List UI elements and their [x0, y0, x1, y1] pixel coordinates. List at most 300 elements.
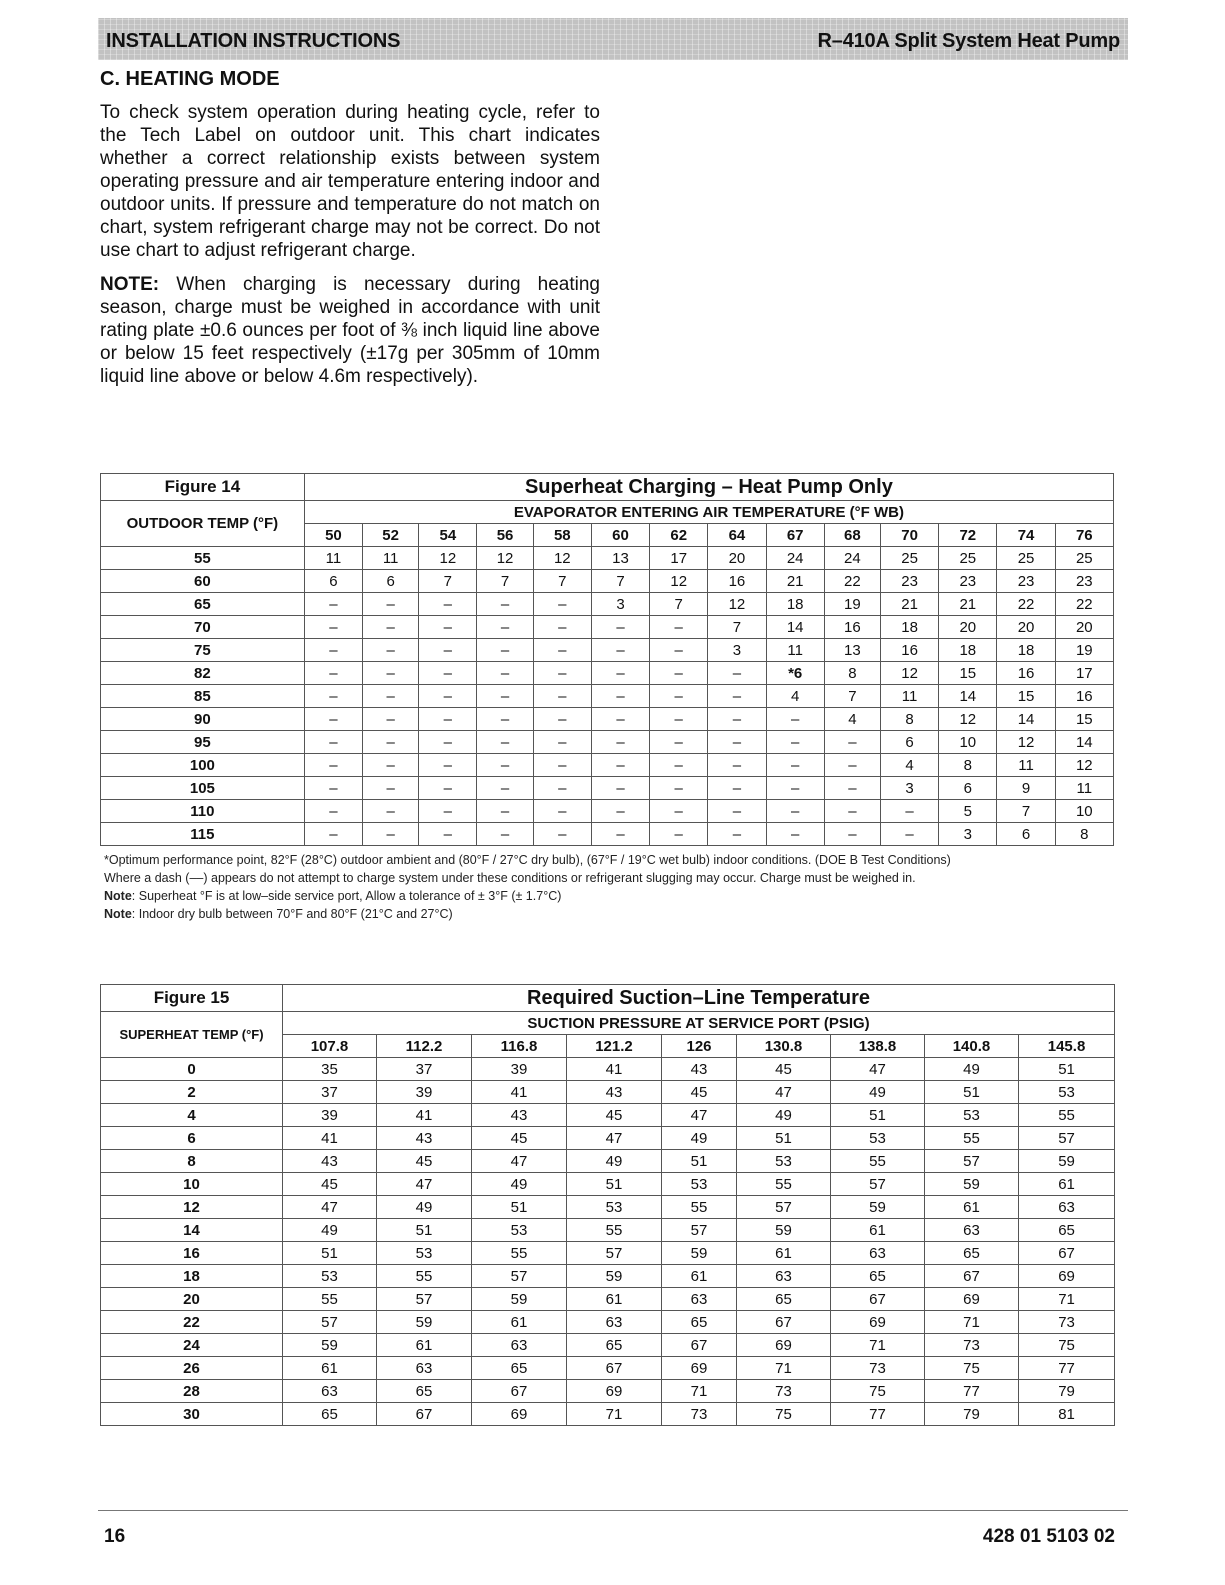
- table-cell: 61: [737, 1242, 831, 1265]
- table-cell: –: [363, 800, 419, 823]
- table-cell: 59: [831, 1196, 925, 1219]
- table-cell: –: [650, 662, 708, 685]
- table-row: [101, 1242, 1115, 1265]
- table-cell: 22: [1055, 593, 1113, 616]
- table-cell: 8: [824, 662, 880, 685]
- table-row: [101, 1081, 1115, 1104]
- row-header: 110: [101, 800, 305, 823]
- table-cell: 18: [766, 593, 824, 616]
- table-cell: 73: [1019, 1311, 1115, 1334]
- table-cell: 39: [283, 1104, 377, 1127]
- table-cell: 57: [737, 1196, 831, 1219]
- table-cell: –: [533, 777, 591, 800]
- table-cell: –: [363, 823, 419, 846]
- table-cell: 16: [997, 662, 1055, 685]
- table-row: [101, 1127, 1115, 1150]
- column-header: 107.8: [283, 1035, 377, 1058]
- table-row: [101, 823, 1114, 846]
- row-header: 28: [101, 1380, 283, 1403]
- table-cell: –: [533, 616, 591, 639]
- table-cell: 37: [377, 1058, 472, 1081]
- row-header: 6: [101, 1127, 283, 1150]
- note-text: : Indoor dry bulb between 70°F and 80°F (21°C and 27°C): [131, 907, 453, 921]
- table-cell: 35: [283, 1058, 377, 1081]
- table-cell: –: [880, 823, 938, 846]
- table-cell: –: [477, 823, 533, 846]
- row-header: 22: [101, 1311, 283, 1334]
- table-cell: 61: [925, 1196, 1019, 1219]
- table-cell: –: [477, 754, 533, 777]
- row-header: 24: [101, 1334, 283, 1357]
- table-cell: –: [708, 708, 766, 731]
- column-header: 74: [997, 524, 1055, 547]
- table-cell: 51: [567, 1173, 662, 1196]
- table-cell: 39: [472, 1058, 567, 1081]
- table-cell: 65: [567, 1334, 662, 1357]
- table-cell: 4: [824, 708, 880, 731]
- table-cell: 65: [1019, 1219, 1115, 1242]
- table-cell: 18: [939, 639, 997, 662]
- row-header: 55: [101, 547, 305, 570]
- table-cell: 45: [283, 1173, 377, 1196]
- table-cell: 19: [1055, 639, 1113, 662]
- table-cell: 57: [567, 1242, 662, 1265]
- table-cell: 51: [377, 1219, 472, 1242]
- table-cell: 17: [650, 547, 708, 570]
- table-cell: 24: [824, 547, 880, 570]
- table-cell: –: [477, 708, 533, 731]
- table-cell: 4: [880, 754, 938, 777]
- table-cell: 69: [1019, 1265, 1115, 1288]
- table-cell: 71: [1019, 1288, 1115, 1311]
- table-cell: –: [766, 754, 824, 777]
- table-cell: 10: [939, 731, 997, 754]
- table-cell: –: [708, 754, 766, 777]
- table-cell: –: [419, 800, 477, 823]
- table-cell: 20: [997, 616, 1055, 639]
- table-cell: 63: [567, 1311, 662, 1334]
- table-cell: –: [650, 616, 708, 639]
- table-cell: 47: [737, 1081, 831, 1104]
- column-header: 50: [304, 524, 362, 547]
- table-cell: 3: [939, 823, 997, 846]
- table-cell: 18: [997, 639, 1055, 662]
- table-row: [101, 1196, 1115, 1219]
- table-cell: 59: [283, 1334, 377, 1357]
- table-cell: –: [591, 662, 649, 685]
- table-cell: –: [591, 731, 649, 754]
- table-cell: 23: [997, 570, 1055, 593]
- table-cell: 13: [824, 639, 880, 662]
- table-cell: 24: [766, 547, 824, 570]
- table-cell: 63: [1019, 1196, 1115, 1219]
- evaporator-temp-subtitle: EVAPORATOR ENTERING AIR TEMPERATURE (°F WB): [304, 501, 1113, 524]
- table-cell: 6: [363, 570, 419, 593]
- table-cell: 4: [766, 685, 824, 708]
- row-header: 95: [101, 731, 305, 754]
- table-cell: 53: [283, 1265, 377, 1288]
- row-header: 0: [101, 1058, 283, 1081]
- table-cell: –: [650, 731, 708, 754]
- section-title: C. HEATING MODE: [100, 68, 280, 90]
- table-cell: 71: [831, 1334, 925, 1357]
- table-cell: –: [363, 777, 419, 800]
- table-cell: 69: [662, 1357, 737, 1380]
- table-cell: –: [477, 685, 533, 708]
- table-cell: 8: [880, 708, 938, 731]
- table-cell: 73: [831, 1357, 925, 1380]
- table-cell: 55: [283, 1288, 377, 1311]
- table-cell: 65: [737, 1288, 831, 1311]
- table-cell: 53: [1019, 1081, 1115, 1104]
- table-cell: 57: [377, 1288, 472, 1311]
- table-cell: –: [533, 662, 591, 685]
- table-cell: –: [477, 800, 533, 823]
- table-cell: –: [477, 777, 533, 800]
- table-cell: 47: [567, 1127, 662, 1150]
- table-cell: –: [766, 708, 824, 731]
- row-header: 115: [101, 823, 305, 846]
- header-left-title: INSTALLATION INSTRUCTIONS: [106, 29, 401, 52]
- table-cell: –: [533, 708, 591, 731]
- table-cell: 20: [1055, 616, 1113, 639]
- table-cell: –: [304, 662, 362, 685]
- table-cell: 23: [939, 570, 997, 593]
- table-cell: 73: [737, 1380, 831, 1403]
- table-cell: –: [708, 685, 766, 708]
- table-cell: 79: [925, 1403, 1019, 1426]
- table-cell: –: [419, 662, 477, 685]
- table-cell: 41: [377, 1104, 472, 1127]
- table-cell: 51: [831, 1104, 925, 1127]
- row-header: 4: [101, 1104, 283, 1127]
- table-cell: 15: [939, 662, 997, 685]
- table-row: [101, 1265, 1115, 1288]
- intro-paragraph: To check system operation during heating cycle, refer to the Tech Label on outdoor unit. This chart indicates whether a correct relationship exists between system operating pressure and air temperature entering indoor and outdoor units. If pressure and temperature do not match on chart, system refrigerant charge may not be correct. Do not use chart to adjust refrigerant charge.: [100, 102, 600, 261]
- table-cell: 55: [925, 1127, 1019, 1150]
- table-cell: 65: [377, 1380, 472, 1403]
- table-cell: 11: [997, 754, 1055, 777]
- table-row: [101, 800, 1114, 823]
- note-label: NOTE:: [100, 274, 160, 295]
- table-cell: 25: [939, 547, 997, 570]
- table-cell: 15: [997, 685, 1055, 708]
- table-cell: –: [419, 593, 477, 616]
- table-cell: 59: [662, 1242, 737, 1265]
- table-cell: 61: [662, 1265, 737, 1288]
- suction-pressure-subtitle: SUCTION PRESSURE AT SERVICE PORT (PSIG): [283, 1012, 1115, 1035]
- table-cell: 47: [662, 1104, 737, 1127]
- table-row: [101, 1058, 1115, 1081]
- table-cell: 71: [925, 1311, 1019, 1334]
- table-cell: 7: [591, 570, 649, 593]
- table-cell: 55: [472, 1242, 567, 1265]
- table-cell: –: [304, 616, 362, 639]
- table-cell: 59: [1019, 1150, 1115, 1173]
- table-cell: 49: [831, 1081, 925, 1104]
- row-header: 10: [101, 1173, 283, 1196]
- table-cell: 47: [377, 1173, 472, 1196]
- table-cell: –: [708, 777, 766, 800]
- table-cell: –: [304, 685, 362, 708]
- table-cell: –: [708, 800, 766, 823]
- table-cell: –: [419, 754, 477, 777]
- note-text: When charging is necessary during heating season, charge must be weighed in accordance with unit rating plate ±0.6 ounces per foot of ⅜ inch liquid line above or below 15 feet respectively (±17g per 305mm of 10mm liquid line above or below 4.6m respectively).: [100, 274, 600, 387]
- row-header: 100: [101, 754, 305, 777]
- table-cell: 61: [283, 1357, 377, 1380]
- column-header: 112.2: [377, 1035, 472, 1058]
- table-cell: 57: [283, 1311, 377, 1334]
- table-cell: –: [363, 685, 419, 708]
- table-cell: 7: [419, 570, 477, 593]
- table-cell: –: [533, 639, 591, 662]
- table-cell: 61: [472, 1311, 567, 1334]
- header-right-title: R–410A Split System Heat Pump: [817, 29, 1120, 52]
- table-cell: –: [591, 616, 649, 639]
- table-cell: 41: [567, 1058, 662, 1081]
- table-cell: 43: [283, 1150, 377, 1173]
- dry-bulb-note: [104, 905, 951, 923]
- table-cell: –: [304, 800, 362, 823]
- table-cell: 43: [377, 1127, 472, 1150]
- figure-14-label: Figure 14: [101, 474, 305, 501]
- table-cell: 69: [737, 1334, 831, 1357]
- table-row: [101, 616, 1114, 639]
- table-cell: –: [708, 823, 766, 846]
- table-cell: 20: [939, 616, 997, 639]
- table-cell: –: [304, 639, 362, 662]
- table-cell: 59: [472, 1288, 567, 1311]
- table-cell: –: [533, 823, 591, 846]
- table-cell: 63: [925, 1219, 1019, 1242]
- table-cell: 49: [662, 1127, 737, 1150]
- table-cell: –: [591, 823, 649, 846]
- table-cell: –: [650, 800, 708, 823]
- table-cell: 7: [997, 800, 1055, 823]
- table-row: [101, 1173, 1115, 1196]
- page-header-bar: [98, 18, 1128, 60]
- table-cell: 21: [939, 593, 997, 616]
- table-cell: –: [363, 662, 419, 685]
- table-cell: 39: [377, 1081, 472, 1104]
- table-cell: 75: [1019, 1334, 1115, 1357]
- table-cell: 77: [925, 1380, 1019, 1403]
- row-header: 75: [101, 639, 305, 662]
- table-cell: 7: [650, 593, 708, 616]
- table-row: [101, 708, 1114, 731]
- table-cell: 41: [472, 1081, 567, 1104]
- table-cell: –: [650, 639, 708, 662]
- table-cell: 53: [472, 1219, 567, 1242]
- table-cell: 21: [880, 593, 938, 616]
- table-cell: 55: [567, 1219, 662, 1242]
- table-cell: 23: [880, 570, 938, 593]
- table-cell: 12: [1055, 754, 1113, 777]
- table-cell: 55: [831, 1150, 925, 1173]
- table-cell: 14: [939, 685, 997, 708]
- table-cell: –: [591, 685, 649, 708]
- table-cell: 5: [939, 800, 997, 823]
- row-header: 8: [101, 1150, 283, 1173]
- table-row: [101, 1403, 1115, 1426]
- column-header: 60: [591, 524, 649, 547]
- table-cell: 12: [419, 547, 477, 570]
- table-cell: 20: [708, 547, 766, 570]
- row-header: 90: [101, 708, 305, 731]
- row-header: 60: [101, 570, 305, 593]
- table-cell: 63: [283, 1380, 377, 1403]
- table-cell: 47: [283, 1196, 377, 1219]
- table-row: [101, 547, 1114, 570]
- table-cell: 12: [939, 708, 997, 731]
- row-header: 70: [101, 616, 305, 639]
- table-cell: –: [650, 708, 708, 731]
- figure-15-label: Figure 15: [101, 985, 283, 1012]
- table-cell: 51: [925, 1081, 1019, 1104]
- superheat-note: [104, 887, 951, 905]
- row-header: 20: [101, 1288, 283, 1311]
- table-cell: –: [824, 731, 880, 754]
- figure-14-title: Superheat Charging – Heat Pump Only: [304, 474, 1113, 501]
- table-cell: –: [591, 754, 649, 777]
- table-cell: 63: [831, 1242, 925, 1265]
- table-cell: –: [650, 685, 708, 708]
- table-row: [101, 731, 1114, 754]
- table-cell: –: [824, 800, 880, 823]
- table-cell: 16: [824, 616, 880, 639]
- table-cell: –: [419, 731, 477, 754]
- table-cell: 11: [766, 639, 824, 662]
- table-cell: –: [533, 754, 591, 777]
- table-cell: –: [766, 731, 824, 754]
- table-row: [101, 1311, 1115, 1334]
- table-cell: 3: [880, 777, 938, 800]
- table-cell: 6: [880, 731, 938, 754]
- table-row: [101, 754, 1114, 777]
- table-cell: 61: [1019, 1173, 1115, 1196]
- table-cell: 67: [925, 1265, 1019, 1288]
- column-header: 67: [766, 524, 824, 547]
- table-cell: –: [650, 777, 708, 800]
- table-cell: –: [304, 777, 362, 800]
- table-cell: 55: [662, 1196, 737, 1219]
- row-header: 16: [101, 1242, 283, 1265]
- table-cell: 63: [377, 1357, 472, 1380]
- table-cell: 67: [567, 1357, 662, 1380]
- table-cell: 9: [997, 777, 1055, 800]
- table-cell: 11: [880, 685, 938, 708]
- table-cell: –: [304, 754, 362, 777]
- table-cell: 67: [1019, 1242, 1115, 1265]
- table-cell: –: [533, 685, 591, 708]
- table-row: [101, 1357, 1115, 1380]
- table-cell: –: [304, 708, 362, 731]
- table-cell: 6: [939, 777, 997, 800]
- table-cell: 75: [737, 1403, 831, 1426]
- table-row: [101, 1334, 1115, 1357]
- table-cell: 67: [831, 1288, 925, 1311]
- table-cell: 12: [997, 731, 1055, 754]
- table-cell: 81: [1019, 1403, 1115, 1426]
- footer-divider: [98, 1510, 1128, 1511]
- table-cell: –: [766, 777, 824, 800]
- table-cell: *6: [766, 662, 824, 685]
- table-cell: 75: [831, 1380, 925, 1403]
- row-header: 18: [101, 1265, 283, 1288]
- table-cell: 53: [831, 1127, 925, 1150]
- table-cell: –: [824, 754, 880, 777]
- table-cell: 11: [304, 547, 362, 570]
- table-cell: 59: [925, 1173, 1019, 1196]
- table-cell: –: [477, 593, 533, 616]
- table-cell: 45: [567, 1104, 662, 1127]
- table-cell: –: [363, 593, 419, 616]
- table-cell: 57: [831, 1173, 925, 1196]
- table-row: [101, 685, 1114, 708]
- table-cell: 16: [1055, 685, 1113, 708]
- table-cell: 15: [1055, 708, 1113, 731]
- table-row: [101, 1150, 1115, 1173]
- table-cell: –: [591, 800, 649, 823]
- page-number: 16: [104, 1526, 126, 1547]
- table-cell: –: [419, 616, 477, 639]
- table-cell: 75: [925, 1357, 1019, 1380]
- table-cell: 63: [662, 1288, 737, 1311]
- table-cell: –: [591, 708, 649, 731]
- table-cell: –: [591, 639, 649, 662]
- table-cell: 45: [472, 1127, 567, 1150]
- note-label: Note: [104, 889, 132, 903]
- table-cell: –: [304, 823, 362, 846]
- figure-14-superheat-table: [100, 473, 1114, 846]
- table-cell: 18: [880, 616, 938, 639]
- row-header: 12: [101, 1196, 283, 1219]
- table-cell: 69: [472, 1403, 567, 1426]
- table-cell: –: [708, 731, 766, 754]
- table-cell: –: [533, 593, 591, 616]
- table-cell: 63: [472, 1334, 567, 1357]
- table-cell: 55: [377, 1265, 472, 1288]
- column-header: 70: [880, 524, 938, 547]
- table-cell: 61: [831, 1219, 925, 1242]
- table-cell: 3: [708, 639, 766, 662]
- column-header: 138.8: [831, 1035, 925, 1058]
- table-cell: 12: [477, 547, 533, 570]
- table-row: [101, 662, 1114, 685]
- column-header: 126: [662, 1035, 737, 1058]
- table-cell: –: [363, 616, 419, 639]
- note-text: : Superheat °F is at low–side service port, Allow a tolerance of ± 3°F (± 1.7°C): [131, 889, 562, 903]
- table-cell: 7: [477, 570, 533, 593]
- table-cell: 55: [1019, 1104, 1115, 1127]
- table-cell: 14: [1055, 731, 1113, 754]
- table-cell: –: [880, 800, 938, 823]
- column-header: 140.8: [925, 1035, 1019, 1058]
- column-header: 54: [419, 524, 477, 547]
- table-cell: 55: [737, 1173, 831, 1196]
- table-cell: 19: [824, 593, 880, 616]
- table-cell: –: [824, 777, 880, 800]
- note-label: Note: [104, 907, 132, 921]
- column-header: 116.8: [472, 1035, 567, 1058]
- table-cell: 8: [939, 754, 997, 777]
- table-cell: 65: [472, 1357, 567, 1380]
- row-header: 65: [101, 593, 305, 616]
- table-row: [101, 1104, 1115, 1127]
- table-cell: 17: [1055, 662, 1113, 685]
- table-cell: –: [419, 685, 477, 708]
- table-cell: 25: [880, 547, 938, 570]
